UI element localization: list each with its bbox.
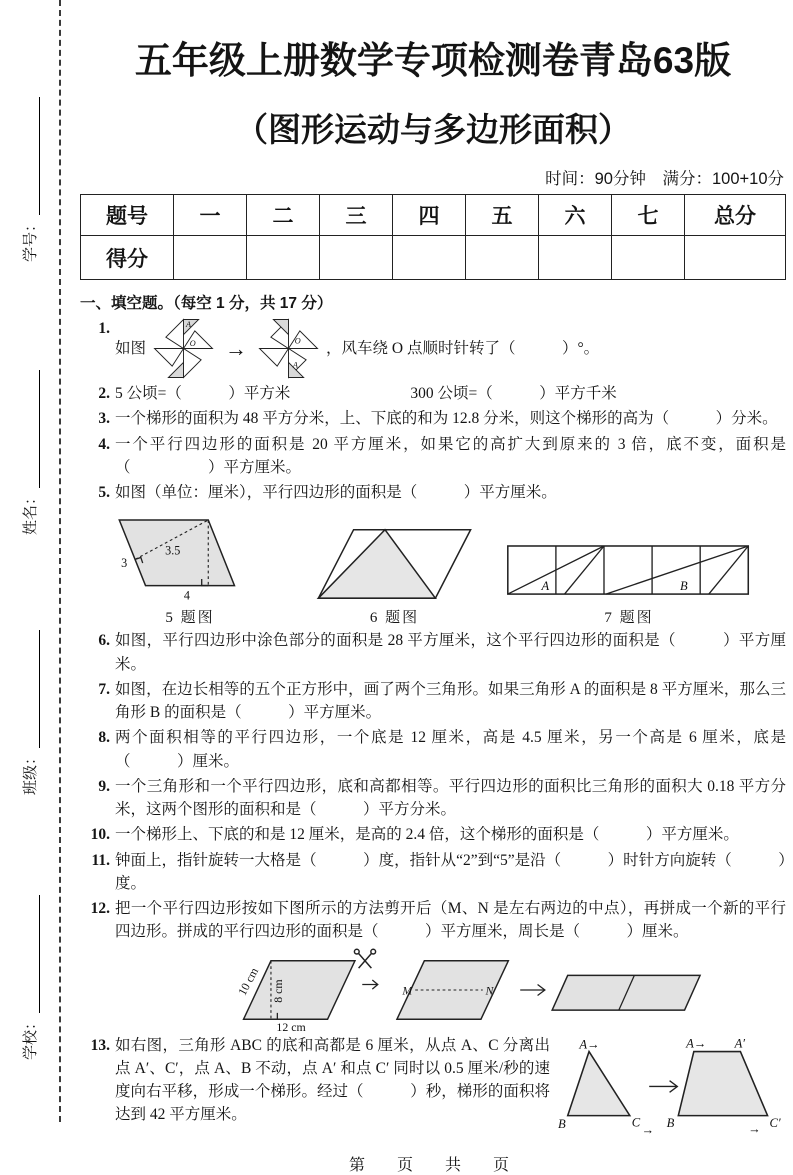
point-b-label: B xyxy=(558,1116,566,1131)
arrow-icon: → xyxy=(225,335,248,361)
point-a-prime-label: A′ xyxy=(734,1036,746,1051)
point-a-label: A→ xyxy=(686,1036,707,1051)
question-number: 4. xyxy=(98,435,110,453)
score-cell-empty xyxy=(174,236,247,280)
sidebar-item-student-id xyxy=(19,72,41,262)
sidebar-item-name xyxy=(19,345,41,535)
question-text: 一个平行四边形的面积是 20 平方厘米，如果它的高扩大到原来的 3 倍，底不变，面积是（ ）平方厘米。 xyxy=(115,435,786,476)
page-subtitle: （图形运动与多边形面积） xyxy=(235,111,631,148)
question-7 xyxy=(80,678,786,725)
parallelogram-cut-figure xyxy=(230,948,710,1032)
score-col-6: 六 xyxy=(539,195,612,236)
figure-question-6 xyxy=(312,524,477,627)
question-text: 5 公顷=（ ）平方米 xyxy=(115,385,291,402)
parallelogram-figure-5 xyxy=(94,512,286,602)
question-number: 8. xyxy=(98,729,110,747)
page-title: 五年级上册数学专项检测卷青岛63版 xyxy=(134,40,732,81)
question-number: 13. xyxy=(90,1036,110,1054)
score-col-5: 五 xyxy=(466,195,539,236)
score-col-7: 七 xyxy=(612,195,685,236)
arrow-icon xyxy=(520,984,545,995)
question-6 xyxy=(80,629,786,676)
binding-dashed-line xyxy=(59,0,61,1122)
figure-question-12 xyxy=(230,948,786,1032)
question-number: 6. xyxy=(98,632,110,650)
question-10 xyxy=(80,823,786,846)
diagonal-length-label: 3.5 xyxy=(165,543,181,558)
question-text: 两个面积相等的平行四边形，一个底是 12 厘米，高是 4.5 厘米，另一个高是 6 厘米，底是（ ）厘米。 xyxy=(115,729,786,770)
question-11 xyxy=(80,849,786,896)
pinwheel-figure-after xyxy=(257,317,320,380)
question-text: 钟面上，指针旋转一大格是（ ）度，指针从“2”到“5”是沿（ ）时针方向旋转（ ）度。 xyxy=(115,851,786,892)
score-cell-empty xyxy=(685,236,786,280)
score-col-total: 总分 xyxy=(685,195,786,236)
footer-page-label: 第 页 共 页 xyxy=(348,1156,517,1174)
point-o-label: O xyxy=(189,338,196,348)
question-8 xyxy=(80,726,786,773)
sidebar-item-school xyxy=(19,870,41,1060)
school-blank-line xyxy=(26,895,40,1013)
parallelogram-figure-6 xyxy=(312,524,477,602)
question-text: 一个梯形的面积为 48 平方分米，上、下底的和为 12.8 分米，则这个梯形的高为（ ）分米。 xyxy=(115,410,778,428)
question-text: 300 公顷=（ ）平方千米 xyxy=(410,385,617,402)
score-cell-empty xyxy=(247,236,320,280)
figure-question-5 xyxy=(94,512,286,627)
score-col-4: 四 xyxy=(393,195,466,236)
question-number: 9. xyxy=(98,777,110,795)
question-3 xyxy=(80,407,786,430)
point-a-label: A xyxy=(292,360,298,370)
point-o-label: O xyxy=(294,336,301,346)
triangle-b-label: B xyxy=(679,579,688,594)
base-length-label: 4 xyxy=(183,588,190,603)
point-a-label: A xyxy=(186,320,192,330)
pinwheel-figure-before xyxy=(152,317,215,380)
question-4 xyxy=(80,433,786,480)
triangle-to-trapezoid-figure xyxy=(558,1036,786,1136)
score-cell-empty xyxy=(393,236,466,280)
student-id-blank-line xyxy=(26,97,40,215)
score-cell-empty xyxy=(466,236,539,280)
small-arrow-icon: → xyxy=(641,1122,655,1136)
school-label: 学校： xyxy=(23,1014,39,1060)
score-col-1: 一 xyxy=(174,195,247,236)
score-row-label: 得分 xyxy=(81,236,174,280)
midpoint-m-label: M xyxy=(402,983,413,998)
figure-question-7 xyxy=(503,540,755,627)
base-length-label: 12 cm xyxy=(276,1019,306,1032)
question-5 xyxy=(80,481,786,504)
class-blank-line xyxy=(26,630,40,748)
question-text: 如右图，三角形 ABC 的底和高都是 6 厘米，从点 A、C 分离出点 A′、C′，点 A、B 不动，点 A′ 和点 C′ 同时以 0.5 厘米/秒的速度向右平移，形成一个梯形。经过（ ）秒，梯形的面积将达到 42 平方厘米。 xyxy=(115,1036,550,1124)
question-12 xyxy=(80,897,786,944)
question-number: 11. xyxy=(91,851,110,869)
question-text: 如图，在边长相等的五个正方形中，画了两个三角形。如果三角形 A 的面积是 8 平方厘米，那么三角形 B 的面积是（ ）平方厘米。 xyxy=(115,680,786,721)
question-number: 2. xyxy=(98,385,110,402)
small-arrow-icon xyxy=(362,979,378,988)
height-length-label: 8 cm xyxy=(270,978,285,1003)
question-text: 把一个平行四边形按如下图所示的方法剪开后（M、N 是左右两边的中点），再拼成一个新的平行四边形。拼成的平行四边形的面积是（ ）平方厘米，周长是（ ）厘米。 xyxy=(115,900,786,941)
figure-question-13 xyxy=(558,1036,786,1136)
score-col-3: 三 xyxy=(320,195,393,236)
question-number: 10. xyxy=(90,826,110,844)
question-number: 5. xyxy=(98,484,110,501)
point-a-label: A→ xyxy=(579,1037,600,1052)
question-text: 一个三角形和一个平行四边形，底和高都相等。平行四边形的面积比三角形的面积大 0.18 平方分米，这两个图形的面积和是（ ）平方分米。 xyxy=(115,777,786,818)
point-c-prime-label: C′ xyxy=(769,1115,781,1130)
name-blank-line xyxy=(26,370,40,488)
score-cell-empty xyxy=(320,236,393,280)
question-number: 12. xyxy=(90,900,110,917)
scissors-icon xyxy=(354,949,375,968)
question-text: 如图（单位：厘米），平行四边形的面积是（ ）平方厘米。 xyxy=(115,484,557,501)
figure-row xyxy=(94,512,786,627)
question-text: 一个梯形上、下底的和是 12 厘米，是高的 2.4 倍，这个梯形的面积是（ ）平方厘米。 xyxy=(115,826,739,844)
small-arrow-icon: → xyxy=(748,1121,761,1136)
question-number: 7. xyxy=(98,680,110,698)
question-number: 1. xyxy=(98,320,110,337)
arrow-icon xyxy=(649,1080,677,1092)
squares-triangles-figure-7 xyxy=(503,540,755,602)
name-label: 姓名： xyxy=(23,489,39,535)
exam-page xyxy=(80,0,786,1175)
score-cell-empty xyxy=(612,236,685,280)
question-9 xyxy=(80,775,786,822)
figure-caption: 7 题图 xyxy=(604,610,654,627)
side-length-label: 10 cm xyxy=(235,964,262,998)
question-text: 如图，平行四边形中涂色部分的面积是 28 平方厘米，这个平行四边形的面积是（ ）平方厘米。 xyxy=(115,632,786,673)
point-b-label: B xyxy=(666,1115,675,1130)
midpoint-n-label: N xyxy=(485,983,494,998)
question-2 xyxy=(80,382,786,405)
class-label: 班级： xyxy=(23,749,39,795)
question-number: 3. xyxy=(98,410,110,428)
exam-info: 时间：90分钟 满分：100+10分 xyxy=(545,170,784,188)
side-length-label: 3 xyxy=(121,556,128,571)
score-table-corner: 题号 xyxy=(81,195,174,236)
question-text: 如图 xyxy=(115,339,147,357)
score-table xyxy=(80,194,786,280)
figure-caption: 5 题图 xyxy=(165,610,215,627)
sidebar-item-class xyxy=(19,605,41,795)
figure-caption: 6 题图 xyxy=(369,610,420,627)
score-cell-empty xyxy=(539,236,612,280)
student-id-label: 学号： xyxy=(23,216,39,262)
question-1 xyxy=(80,317,786,380)
question-text: ，风车绕 O 点顺时针转了（ ）°。 xyxy=(326,339,600,357)
point-c-label: C xyxy=(631,1114,641,1129)
section-one-heading: 一、填空题。（每空 1 分，共 17 分） xyxy=(80,295,333,312)
triangle-a-label: A xyxy=(541,579,550,594)
score-col-2: 二 xyxy=(247,195,320,236)
